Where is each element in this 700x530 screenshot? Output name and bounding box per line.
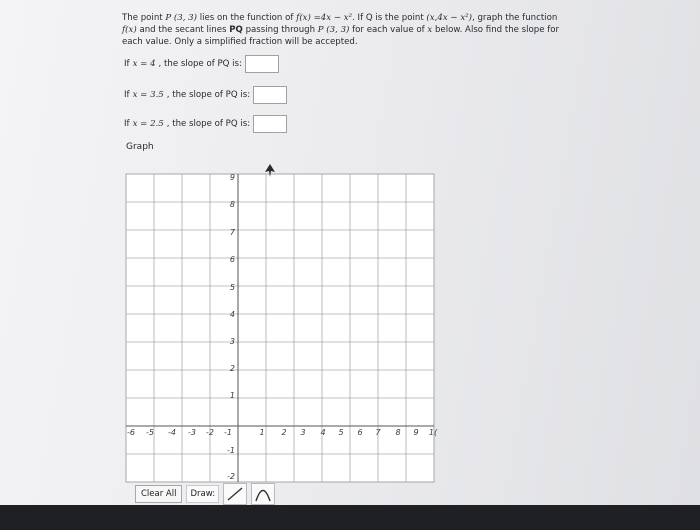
x-tick-label: 5 (338, 428, 344, 437)
draw-label: Draw: (186, 485, 219, 503)
y-tick-label: 1 (229, 391, 235, 400)
x-variable: x (427, 25, 433, 35)
graph-toolbar (135, 483, 275, 505)
y-tick-label: -1 (227, 446, 235, 455)
function-name: f(x) (122, 25, 137, 35)
problem-text-1: lies on the function of (199, 13, 294, 23)
question-prefix: If (124, 119, 130, 129)
y-tick-label: 7 (229, 228, 235, 237)
clear-all-button[interactable]: Clear All (135, 485, 182, 503)
line-tool-icon (226, 486, 244, 502)
graph-label: Graph (126, 142, 154, 152)
x-tick-label: 2 (281, 428, 287, 437)
question-equation: x = 3.5 (132, 90, 164, 100)
x-tick-label: -3 (188, 428, 196, 437)
x-tick-label: 4 (320, 428, 326, 437)
x-tick-label: -1 (224, 428, 232, 437)
y-tick-label: 2 (229, 364, 235, 373)
function-definition: f(x) =4x − x². (296, 13, 355, 23)
question-suffix: , the slope of PQ is: (158, 59, 242, 69)
question-suffix: , the slope of PQ is: (166, 119, 251, 129)
problem-text-6: for each value of (352, 25, 425, 35)
y-tick-label: 8 (229, 200, 235, 209)
question-prefix: If (124, 90, 130, 100)
x-tick-label: 3 (300, 428, 306, 437)
x-tick-label: 1( (428, 428, 438, 437)
question-equation: x = 2.5 (132, 119, 164, 129)
problem-intro: The point (122, 13, 163, 23)
problem-text-2: If Q is the point (357, 13, 424, 23)
secant-pq-label: PQ (229, 25, 243, 35)
y-tick-label: 4 (229, 310, 235, 319)
point-q-definition: (x,4x − x²) (426, 13, 472, 23)
bottom-bar (0, 505, 700, 530)
x-tick-label: -6 (127, 428, 135, 437)
x-tick-label: 9 (413, 428, 419, 437)
x-tick-label: -4 (168, 428, 176, 437)
problem-text-3: , graph the function (471, 13, 558, 23)
x-tick-label: 8 (395, 428, 401, 437)
x-tick-label: 6 (357, 428, 363, 437)
parabola-tool-button[interactable] (251, 483, 275, 505)
x-tick-label: 7 (375, 428, 381, 437)
problem-text-7: below. Also find the slope for each value. Only a simplified fraction will be accepted. (122, 25, 560, 47)
y-tick-label: 9 (229, 173, 235, 182)
y-tick-label: 6 (229, 255, 235, 264)
parabola-tool-icon (254, 486, 272, 502)
x-tick-label: 1 (259, 428, 265, 437)
x-tick-label: -2 (206, 428, 214, 437)
y-tick-label: -2 (227, 472, 235, 481)
question-equation: x = 4 (132, 59, 156, 69)
problem-text-4: and the secant lines (139, 25, 227, 35)
line-tool-button[interactable] (223, 483, 247, 505)
question-suffix: , the slope of PQ is: (166, 90, 251, 100)
problem-text-5: passing through (245, 25, 316, 35)
mouse-cursor-icon (264, 164, 276, 178)
question-prefix: If (124, 59, 130, 69)
y-tick-label: 5 (229, 283, 235, 292)
x-tick-label: -5 (146, 428, 154, 437)
point-p-label-2: P (3, 3) (317, 25, 350, 35)
point-p-label: P (3, 3) (165, 13, 197, 23)
y-tick-label: 3 (229, 337, 235, 346)
